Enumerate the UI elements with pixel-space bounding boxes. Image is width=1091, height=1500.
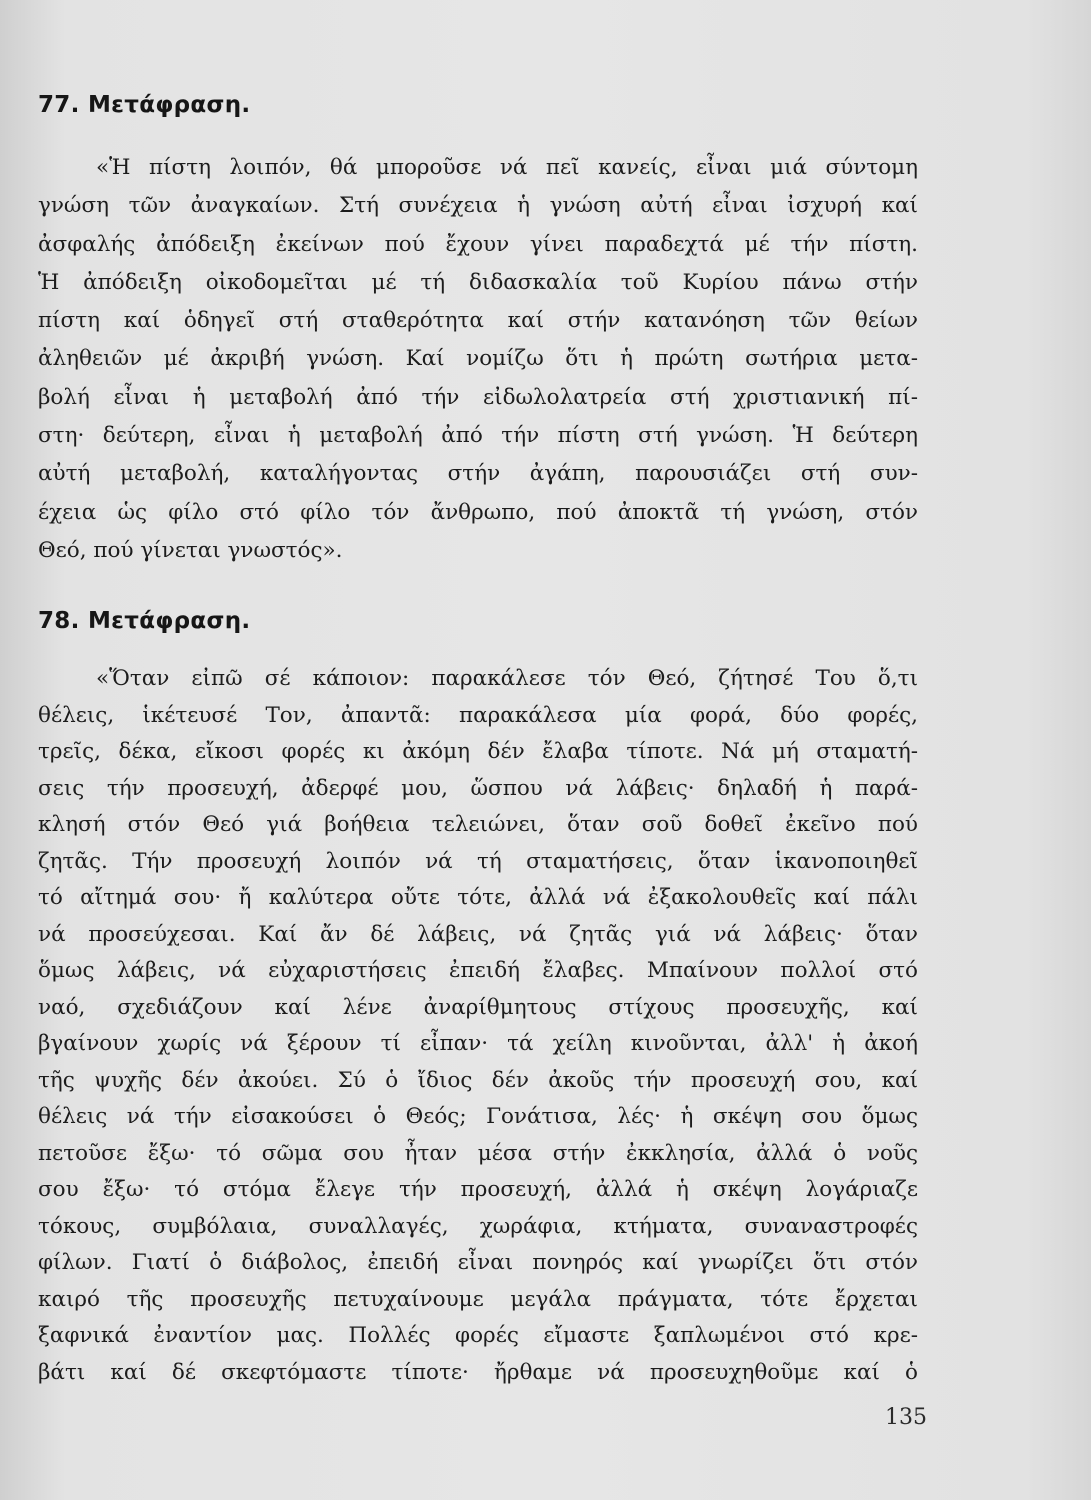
text-line: έχεια ὡς φίλο στό φίλο τόν ἄνθρωπο, πού ἀποκτᾶ τή γνώση, στόν: [38, 499, 918, 525]
text-line: φίλων. Γιατί ὁ διάβολος, ἐπειδή εἶναι πονηρός καί γνωρίζει ὅτι στόν: [38, 1250, 918, 1275]
text-line: πετοῦσε ἔξω· τό σῶμα σου ἦταν μέσα στήν ἐκκλησία, ἀλλά ὁ νοῦς: [38, 1140, 918, 1166]
text-line: ζητᾶς. Τήν προσευχή λοιπόν νά τή σταματήσεις, ὅταν ἱκανοποιηθεῖ: [38, 848, 918, 874]
text-line: τόκους, συμβόλαια, συναλλαγές, χωράφια, κτήματα, συναναστροφές: [38, 1213, 918, 1239]
text-line: βγαίνουν χωρίς νά ξέρουν τί εἶπαν· τά χείλη κινοῦνται, ἀλλ' ἡ ἀκοή: [38, 1031, 918, 1056]
text-line: ὅμως λάβεις, νά εὐχαριστήσεις ἐπειδή ἔλαβες. Μπαίνουν πολλοί στό: [38, 958, 918, 983]
text-line: θέλεις, ἱκέτευσέ Τον, ἀπαντᾶ: παρακάλεσα μία φορά, δύο φορές,: [38, 702, 918, 728]
text-line: καιρό τῆς προσευχῆς πετυχαίνουμε μεγάλα πράγματα, τότε ἔρχεται: [38, 1286, 918, 1312]
text-line: ἀληθειῶν μέ ἀκριβή γνώση. Καί νομίζω ὅτι ἡ πρώτη σωτήρια μετα-: [38, 346, 918, 372]
text-line: κλησή στόν Θεό γιά βοήθεια τελειώνει, ὅταν σοῦ δοθεῖ ἐκεῖνο πού: [38, 812, 918, 837]
text-line: σεις τήν προσευχή, ἀδερφέ μου, ὥσπου νά λάβεις· δηλαδή ἡ παρά-: [38, 775, 918, 801]
text-line: γνώση τῶν ἀναγκαίων. Στή συνέχεια ἡ γνώση αὐτή εἶναι ἰσχυρή καί: [38, 193, 918, 219]
text-line: Θεό, πού γίνεται γνωστός».: [38, 537, 343, 563]
page-number: 135: [885, 1405, 927, 1430]
text-line: τό αἴτημά σου· ἤ καλύτερα οὔτε τότε, ἀλλά νά ἐξακολουθεῖς καί πάλι: [38, 885, 918, 910]
text-line: «Ἡ πίστη λοιπόν, θά μποροῦσε νά πεῖ κανείς, εἶναι μιά σύντομη: [96, 155, 918, 180]
text-line: νά προσεύχεσαι. Καί ἄν δέ λάβεις, νά ζητᾶς γιά νά λάβεις· ὅταν: [38, 921, 918, 947]
section-78-heading: 78. Μετάφραση.: [38, 608, 251, 634]
text-line: τῆς ψυχῆς δέν ἀκούει. Σύ ὁ ἴδιος δέν ἀκοῦς τήν προσευχή σου, καί: [38, 1067, 918, 1093]
text-line: Ἡ ἀπόδειξη οἰκοδομεῖται μέ τή διδασκαλία τοῦ Κυρίου πάνω στήν: [38, 269, 918, 295]
text-line: θέλεις νά τήν εἰσακούσει ὁ Θεός; Γονάτισα, λές· ἡ σκέψη σου ὅμως: [38, 1104, 918, 1129]
text-line: στη· δεύτερη, εἶναι ἡ μεταβολή ἀπό τήν πίστη στή γνώση. Ἡ δεύτερη: [38, 423, 918, 449]
text-line: σου ἔξω· τό στόμα ἔλεγε τήν προσευχή, ἀλλά ἡ σκέψη λογάριαζε: [38, 1177, 918, 1202]
text-line: τρεῖς, δέκα, εἴκοσι φορές κι ἀκόμη δέν ἔλαβα τίποτε. Νά μή σταματή-: [38, 739, 918, 764]
text-line: αὐτή μεταβολή, καταλήγοντας στήν ἀγάπη, παρουσιάζει στή συν-: [38, 461, 918, 487]
text-line: ξαφνικά ἐναντίον μας. Πολλές φορές εἴμαστε ξαπλωμένοι στό κρε-: [38, 1323, 918, 1348]
text-line: πίστη καί ὁδηγεῖ στή σταθερότητα καί στήν κατανόηση τῶν θείων: [38, 308, 918, 334]
section-77-heading: 77. Μετάφραση.: [38, 92, 251, 118]
section-78-paragraph: [38, 661, 918, 1391]
section-77-paragraph: [38, 149, 918, 570]
text-line: ναό, σχεδιάζουν καί λένε ἀναρίθμητους στίχους προσευχῆς, καί: [38, 994, 918, 1020]
text-line: βάτι καί δέ σκεφτόμαστε τίποτε· ἤρθαμε νά προσευχηθοῦμε καί ὁ: [38, 1359, 918, 1385]
text-line: ἀσφαλής ἀπόδειξη ἐκείνων πού ἔχουν γίνει παραδεχτά μέ τήν πίστη.: [38, 231, 918, 257]
text-line: «Ὅταν εἰπῶ σέ κάποιον: παρακάλεσε τόν Θεό, ζήτησέ Του ὅ,τι: [96, 666, 918, 691]
text-line: βολή εἶναι ἡ μεταβολή ἀπό τήν εἰδωλολατρεία στή χριστιανική πί-: [38, 384, 918, 410]
